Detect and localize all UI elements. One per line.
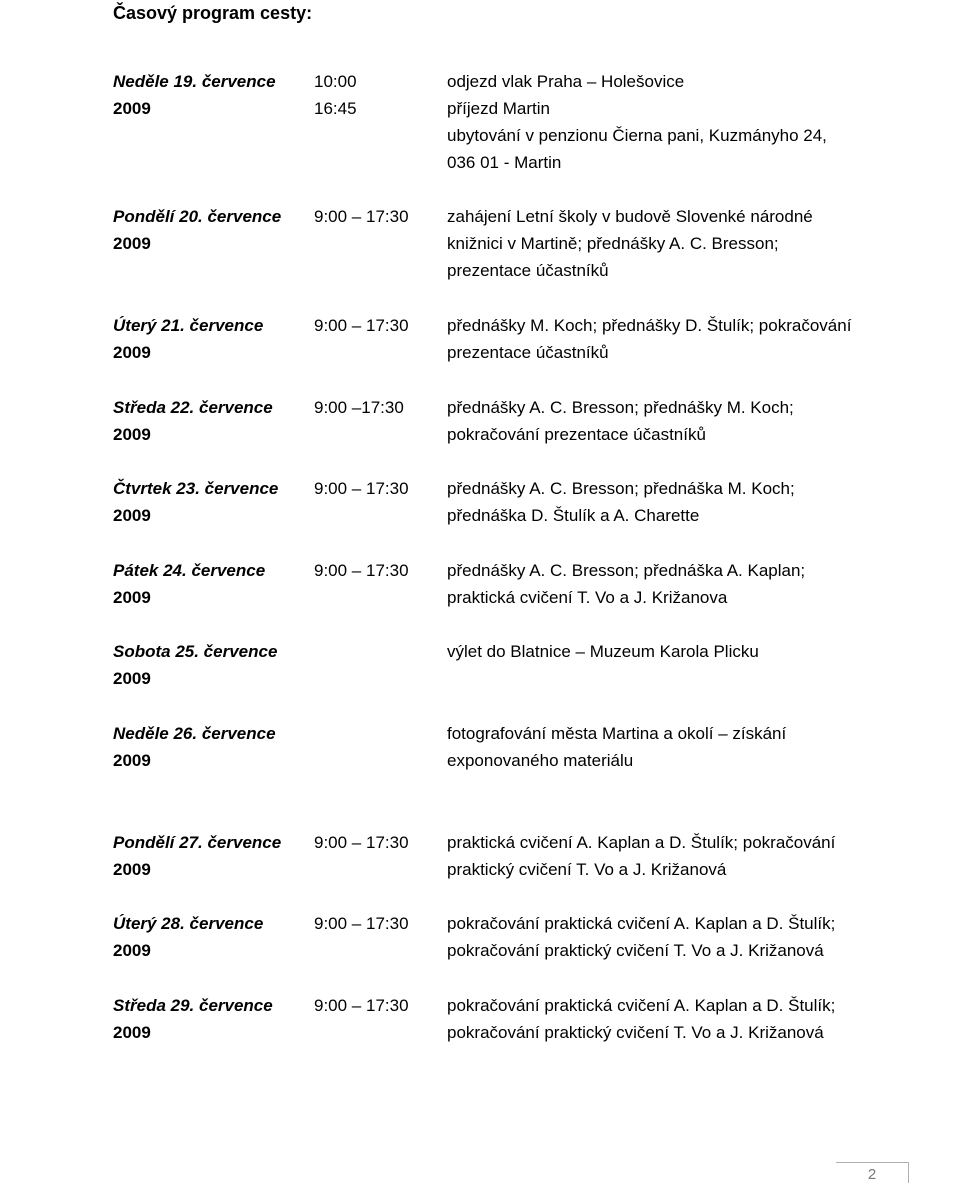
day-year: 2009 [113, 669, 151, 688]
day-label: Čtvrtek 23. července [113, 479, 279, 498]
description-line: praktický cvičení T. Vo a J. Križanová [447, 860, 727, 879]
time-line: 9:00 – 17:30 [314, 914, 409, 933]
schedule-day [113, 203, 303, 257]
description-line: zahájení Letní školy v budově Slovenké národné [447, 207, 813, 226]
schedule-day [113, 638, 303, 692]
description-line: fotografování města Martina a okolí – získání [447, 724, 787, 743]
description-line: knižnici v Martině; přednášky A. C. Bresson; [447, 234, 779, 253]
day-year: 2009 [113, 1023, 151, 1042]
schedule-time [314, 203, 434, 230]
description-line: odjezd vlak Praha – Holešovice [447, 72, 685, 91]
schedule-description [447, 829, 897, 883]
day-label: Pondělí 27. července [113, 833, 282, 852]
description-line: pokračování praktická cvičení A. Kaplan a D. Štulík; [447, 914, 836, 933]
schedule-day [113, 992, 303, 1046]
time-line: 9:00 – 17:30 [314, 479, 409, 498]
schedule-time [314, 394, 434, 421]
description-line: praktická cvičení T. Vo a J. Križanova [447, 588, 728, 607]
schedule-description [447, 312, 897, 366]
description-line: pokračování praktický cvičení T. Vo a J. Križanová [447, 1023, 824, 1042]
schedule-description [447, 910, 897, 964]
description-line: přednášky A. C. Bresson; přednáška A. Kaplan; [447, 561, 806, 580]
day-year: 2009 [113, 588, 151, 607]
schedule-time [314, 312, 434, 339]
page-number: 2 [836, 1162, 909, 1183]
description-line: prezentace účastníků [447, 343, 609, 362]
schedule-description [447, 68, 897, 176]
day-year: 2009 [113, 234, 151, 253]
day-year: 2009 [113, 506, 151, 525]
day-label: Středa 22. července [113, 398, 273, 417]
time-line: 9:00 – 17:30 [314, 833, 409, 852]
schedule-time [314, 68, 434, 122]
schedule-day [113, 720, 303, 774]
description-line: prezentace účastníků [447, 261, 609, 280]
schedule-description [447, 475, 897, 529]
time-line: 10:00 [314, 72, 357, 91]
day-year: 2009 [113, 425, 151, 444]
day-year: 2009 [113, 751, 151, 770]
description-line: pokračování praktický cvičení T. Vo a J. Križanová [447, 941, 824, 960]
schedule-description [447, 992, 897, 1046]
schedule-description [447, 638, 897, 665]
schedule-time [314, 992, 434, 1019]
page-title: Časový program cesty: [113, 3, 313, 23]
schedule-day [113, 475, 303, 529]
time-line: 16:45 [314, 99, 357, 118]
day-label: Úterý 28. července [113, 914, 264, 933]
description-line: přednášky M. Koch; přednášky D. Štulík; pokračování [447, 316, 852, 335]
time-line: 9:00 –17:30 [314, 398, 404, 417]
schedule-description [447, 720, 897, 774]
schedule-time [314, 557, 434, 584]
time-line: 9:00 – 17:30 [314, 561, 409, 580]
day-label: Středa 29. července [113, 996, 273, 1015]
day-label: Neděle 26. července [113, 724, 276, 743]
description-line: exponovaného materiálu [447, 751, 634, 770]
day-year: 2009 [113, 99, 151, 118]
day-year: 2009 [113, 941, 151, 960]
schedule-day [113, 829, 303, 883]
schedule-description [447, 557, 897, 611]
description-line: přednášky A. C. Bresson; přednášky M. Koch; [447, 398, 794, 417]
schedule-description [447, 394, 897, 448]
description-line: výlet do Blatnice – Muzeum Karola Plicku [447, 642, 759, 661]
day-year: 2009 [113, 343, 151, 362]
day-year: 2009 [113, 860, 151, 879]
description-line: ubytování v penzionu Čierna pani, Kuzmányho 24, [447, 126, 827, 145]
schedule-day [113, 910, 303, 964]
description-line: pokračování prezentace účastníků [447, 425, 706, 444]
description-line: přednáška D. Štulík a A. Charette [447, 506, 700, 525]
schedule-day [113, 557, 303, 611]
description-line: příjezd Martin [447, 99, 550, 118]
schedule-description [447, 203, 897, 284]
time-line: 9:00 – 17:30 [314, 996, 409, 1015]
description-line: praktická cvičení A. Kaplan a D. Štulík; pokračování [447, 833, 836, 852]
day-label: Sobota 25. července [113, 642, 278, 661]
schedule-day [113, 394, 303, 448]
description-line: přednášky A. C. Bresson; přednáška M. Koch; [447, 479, 795, 498]
time-line: 9:00 – 17:30 [314, 316, 409, 335]
day-label: Pondělí 20. července [113, 207, 282, 226]
schedule-time [314, 829, 434, 856]
time-line: 9:00 – 17:30 [314, 207, 409, 226]
schedule-time [314, 475, 434, 502]
day-label: Úterý 21. července [113, 316, 264, 335]
description-line: 036 01 - Martin [447, 153, 562, 172]
day-label: Pátek 24. července [113, 561, 266, 580]
schedule-day [113, 68, 303, 122]
schedule-time [314, 910, 434, 937]
day-label: Neděle 19. července [113, 72, 276, 91]
schedule-day [113, 312, 303, 366]
description-line: pokračování praktická cvičení A. Kaplan a D. Štulík; [447, 996, 836, 1015]
